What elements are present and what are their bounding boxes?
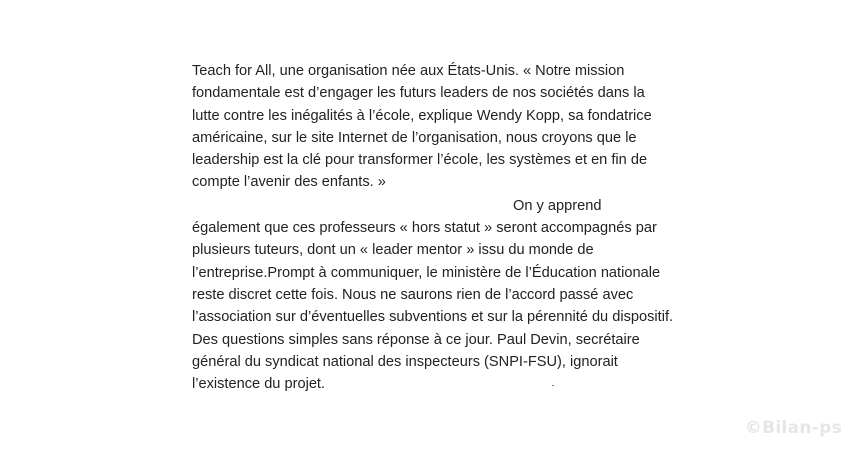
text-line: plusieurs tuteurs, dont un « leader mentor » issu du monde de xyxy=(192,242,594,259)
text-line: l’entreprise.Prompt à communiquer, le ministère de l’Éducation nationale xyxy=(192,264,661,281)
watermark: ©Bilan-ps xyxy=(744,418,842,438)
text-line: américaine, sur le site Internet de l’organisation, nous croyons que le xyxy=(192,129,637,146)
paragraph-2-lead: On y apprend xyxy=(513,197,602,214)
text-line: reste discret cette fois. Nous ne saurons rien de l’accord passé avec xyxy=(192,286,634,303)
paragraph-2 xyxy=(192,195,672,396)
text-line: Des questions simples sans réponse à ce jour. Paul Devin, secrétaire xyxy=(192,331,640,348)
text-line: fondamentale est d’engager les futurs leaders de nos sociétés dans la xyxy=(192,85,645,102)
paragraph-1 xyxy=(192,60,672,194)
stray-mark xyxy=(552,385,554,386)
text-line: général du syndicat national des inspecteurs (SNPI-FSU), ignorait xyxy=(192,353,618,370)
text-line: l’association sur d’éventuelles subventions et sur la pérennité du dispositif. xyxy=(192,309,674,326)
text-line: lutte contre les inégalités à l’école, explique Wendy Kopp, sa fondatrice xyxy=(192,107,652,124)
text-line: leadership est la clé pour transformer l’école, les systèmes et en fin de xyxy=(192,152,648,169)
text-line: l’existence du projet. xyxy=(192,376,326,393)
text-line: compte l’avenir des enfants. » xyxy=(192,174,386,191)
article-body xyxy=(192,60,672,395)
text-line: également que ces professeurs « hors statut » seront accompagnés par xyxy=(192,220,657,237)
text-line: Teach for All, une organisation née aux États-Unis. « Notre mission xyxy=(192,63,625,79)
